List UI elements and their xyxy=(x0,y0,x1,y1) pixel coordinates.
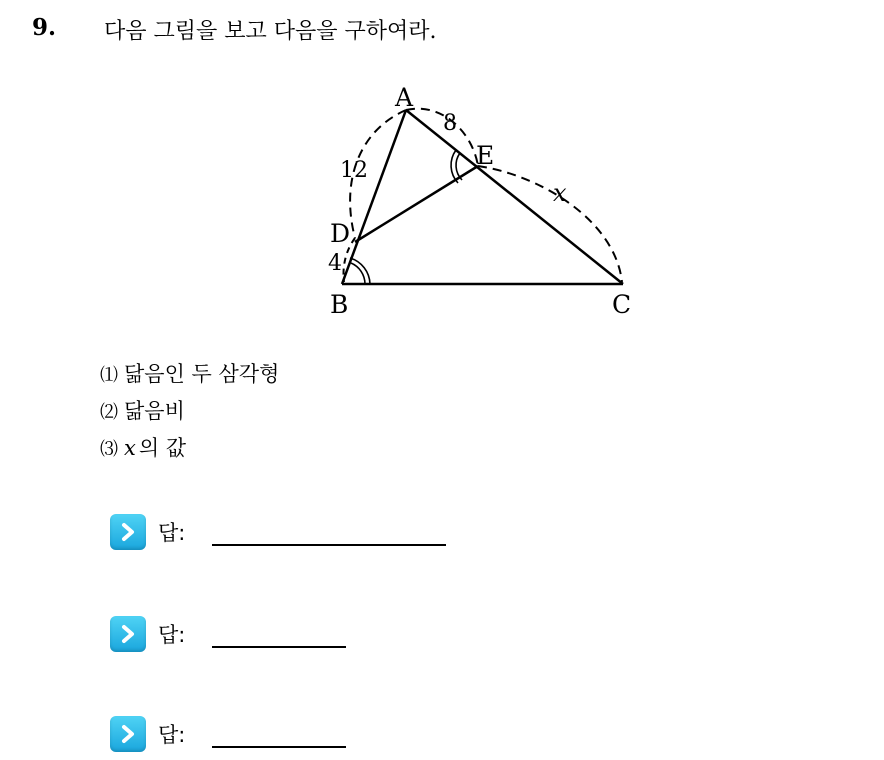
length-ae: 8 xyxy=(443,111,457,136)
chevron-right-icon xyxy=(110,616,146,652)
answer-row-2 xyxy=(110,614,346,654)
variable-x: x xyxy=(124,436,136,460)
sub-question-number: ⑴ xyxy=(100,365,118,386)
triangle-diagram xyxy=(310,70,650,330)
answer-row-1 xyxy=(110,512,446,552)
sub-question-3 xyxy=(100,430,279,467)
sub-question-text: 닮음비 xyxy=(124,399,185,423)
sub-question-1 xyxy=(100,356,279,393)
vertex-c: C xyxy=(612,290,632,319)
vertex-a: A xyxy=(395,83,414,112)
sub-question-number: ⑵ xyxy=(100,402,118,423)
sub-question-number: ⑶ xyxy=(100,439,118,460)
chevron-right-icon xyxy=(110,514,146,550)
answer-row-3 xyxy=(110,714,346,754)
geometry-figure xyxy=(310,70,650,330)
answer-label: 답: xyxy=(158,723,186,747)
sub-question-2 xyxy=(100,393,279,430)
length-db: 4 xyxy=(328,251,342,276)
vertex-e: E xyxy=(476,141,495,170)
question-text: 다음 그림을 보고 다음을 구하여라. xyxy=(104,19,437,44)
chevron-right-icon xyxy=(110,716,146,752)
answer-label: 답: xyxy=(158,521,186,545)
question-number: 9. xyxy=(32,14,57,41)
sub-question-list xyxy=(100,356,279,467)
answer-blank-3[interactable] xyxy=(212,746,346,748)
answer-label: 답: xyxy=(158,623,186,647)
answer-blank-1[interactable] xyxy=(212,544,446,546)
sub-question-text: 의 값 xyxy=(138,436,187,460)
length-ec: x xyxy=(553,179,567,207)
vertex-d: D xyxy=(330,219,351,248)
sub-question-text: 닮음인 두 삼각형 xyxy=(124,362,280,386)
length-ad: 12 xyxy=(340,158,368,183)
answer-blank-2[interactable] xyxy=(212,646,346,648)
side-ac xyxy=(406,110,623,284)
vertex-b: B xyxy=(330,290,349,319)
